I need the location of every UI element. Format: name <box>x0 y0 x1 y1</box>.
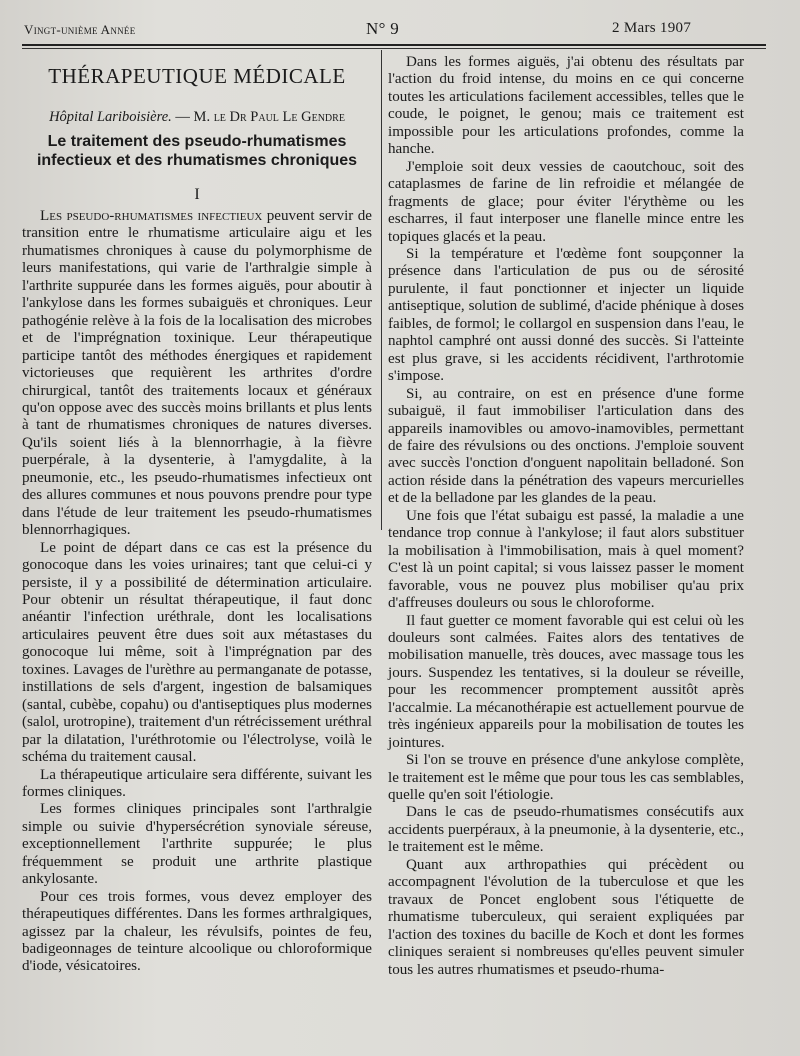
header-rule <box>22 44 766 46</box>
lead-words: Les pseudo-rhumatismes infectieux <box>40 208 263 224</box>
paragraph: Le point de départ dans ce cas est la présence du gonocoque dans les voies urinaires; tant que celui-ci y persiste, il y a possibilité de détermination articulaire. Pour obtenir un résultat thérapeutique, il faut donc anéantir l'infection uréthrale, dont les localisations articulaires peuvent être dues soit aux métastases du gonocoque lui même, soit à l'imprégnation par des toxines. Lavages de l'urèthre au permanganate de potasse, instillations de sels d'argent, ingestion de balsamiques (santal, cubèbe, copahu) ou d'antiseptiques plus modernes (salol, urotropine), traitement d'un rétrécissement uréthral par la dilatation, l'uréthrotomie ou l'électrolyse, voilà le schéma du traitement causal. <box>22 539 372 766</box>
paragraph: Il faut guetter ce moment favorable qui est celui où les douleurs sont calmées. Faites alors des tentatives de mobilisation manuelle, très douces, avec massage tous les jours. Suspendez les tentatives, si la douleur se réveille, pour les recommencer promptement aussitôt après l'accalmie. La mécanothérapie est actuellement pourvue de très ingénieux appareils pour la mobilisation de toutes les jointures. <box>388 612 744 751</box>
left-column <box>22 54 372 976</box>
byline <box>22 109 372 126</box>
paragraph: Les formes cliniques principales sont l'arthralgie simple ou suivie d'hypersécrétion synoviale séreuse, exceptionnellement l'arthrite suppurée; le plus fréquemment se produit une arthrite plastique ankylosante. <box>22 801 372 888</box>
section-title: THÉRAPEUTIQUE MÉDICALE <box>48 64 346 88</box>
author-name: — M. le Dr Paul Le Gendre <box>171 109 345 125</box>
right-column <box>388 54 744 979</box>
paragraph: Si, au contraire, on est en présence d'une forme subaiguë, il faut immobiliser l'articulation dans des appareils inamovibles ou amovo-inamovibles, permettant de faire des révulsions ou des onctions. J'emploie souvent avec succès l'onction d'onguent napolitain belladoné. Son action réside dans la pénétration des vapeurs mercurielles et de la belladone par les glandes de la peau. <box>388 385 744 507</box>
paragraph: Dans le cas de pseudo-rhumatismes consécutifs aux accidents puerpéraux, à la pneumonie, à la dysenterie, etc., le traitement est le même. <box>388 804 744 856</box>
paragraph: Quant aux arthropathies qui précèdent ou accompagnent l'évolution de la tuberculose et que les travaux de Poncet englobent sous l'étiquette de rhumatisme tuberculeux, qui seraient expliquées par l'action des toxines du bacille de Koch et dont les formes cliniques seraient si nombreuses qu'elles peuvent simuler tous les autres rhumatismes et pseudo-rhuma- <box>388 856 744 978</box>
part-number: I <box>194 186 200 203</box>
issue-date: 2 Mars 1907 <box>612 20 692 36</box>
paragraph: J'emploie soit deux vessies de caoutchouc, soit des cataplasmes de farine de lin refroidie et mélangée de fragments de glace; pour éviter l'érythème ou les escharres, il faut interposer une flanelle mince entre les topiques glacés et la peau. <box>388 158 744 245</box>
column-divider <box>381 50 382 530</box>
paragraph: Les pseudo-rhumatismes infectieux peuvent servir de transition entre le rhumatisme articulaire aigu et les rhumatismes chroniques à cause du polymorphisme de leurs manifestations, qui varie de l'arthralgie simple à l'arthrite suppurée dans les formes aiguës, pour aboutir à l'ankylose dans les formes subaiguës et chroniques. Leur pathogénie relève à la fois de la localisation des microbes et de l'imprégnation toxinique. Leur thérapeutique participe tantôt des méthodes énergiques et rapidement victorieuses que requièrent les arthrites d'ordre chirurgical, tantôt des traitements locaux et généraux qu'on oppose avec des succès moins brillants et plus lents à tant de rhumatismes chroniques de natures diverses. Qu'ils soient liés à la blennorrhagie, à la fièvre puerpérale, à la dysenterie, à l'amygdalite, à la pneumonie, etc., les pseudo-rhumatismes infectieux ont des allures communes et nous pouvons prendre pour type dans l'étude de leur traitement les pseudo-rhumatismes blennorrhagiques. <box>22 208 372 539</box>
hospital-name: Hôpital Lariboisière. <box>49 109 172 125</box>
paragraph: La thérapeutique articulaire sera différente, suivant les formes cliniques. <box>22 766 372 800</box>
paragraph: Pour ces trois formes, vous devez employer des thérapeutiques différentes. Dans les formes arthralgiques, agissez par la chaleur, les révulsifs, pointes de feu, badigeonnages de teinture alcoolique ou chloroformique d'iode, vésicatoires. <box>22 888 372 975</box>
issue-number: N° 9 <box>366 19 400 38</box>
edition-year: Vingt-unième Année <box>24 22 136 37</box>
header-rule-thin <box>22 48 766 49</box>
article-title: Le traitement des pseudo-rhumatismes infectieux et des rhumatismes chroniques <box>36 133 358 169</box>
paragraph: Une fois que l'état subaigu est passé, la maladie a une tendance trop connue à l'ankylose; il faut alors substituer la mobilisation à l'immobilisation, mais à quel moment? C'est là un point capital; si vous laissez passer le moment favorable, vous ne pouvez plus mobiliser qu'au prix d'affreuses douleurs ou sous le chloroforme. <box>388 507 744 612</box>
paragraph: Si l'on se trouve en présence d'une ankylose complète, le traitement est le même que pour tous les cas semblables, quelle qu'en soit l'étiologie. <box>388 752 744 804</box>
paragraph: Dans les formes aiguës, j'ai obtenu des résultats par l'action du froid intense, du moins en ce qui concerne toutes les articulations facilement accessibles, telles que le coude, le poignet, le genou; mais ce traitement est impossible pour les articulations profondes, comme la hanche. <box>388 54 744 158</box>
paragraph: Si la température et l'œdème font soupçonner la présence dans l'articulation de pus ou de sérosité purulente, il faut ponctionner et injecter un liquide antiseptique, solution de sublimé, d'acide phénique à doses faibles, de formol; le collargol en suspension dans l'eau, le naphtol camphré ont aussi donné des succès. Si l'atteinte est plus grave, si les accidents récidivent, l'arthrotomie s'impose. <box>388 245 744 385</box>
